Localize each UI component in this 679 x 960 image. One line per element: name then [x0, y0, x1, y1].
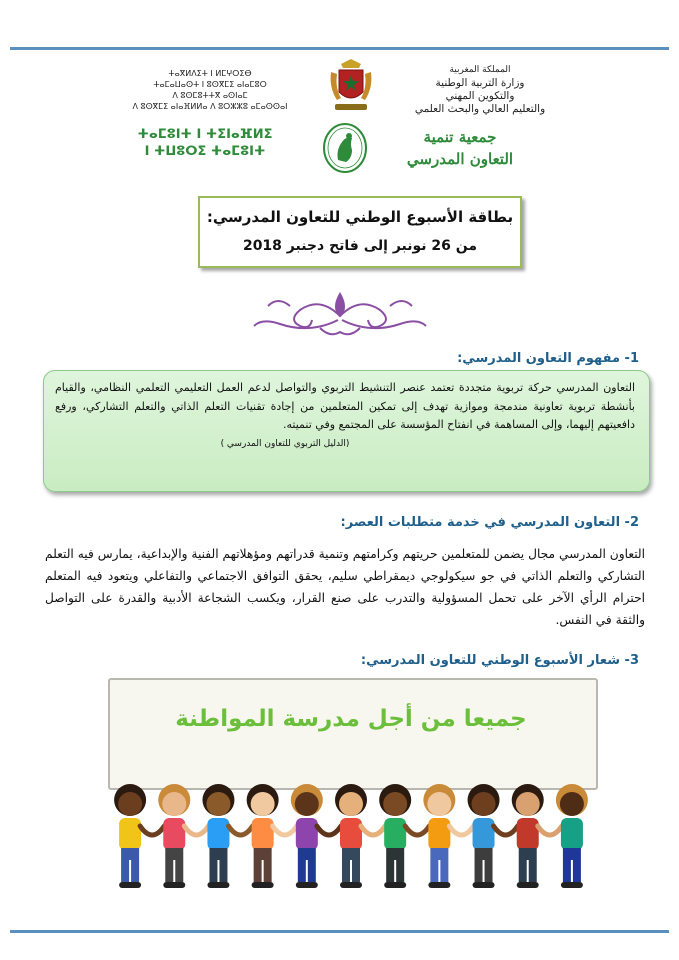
slogan-banner [108, 678, 594, 898]
children-holding-hands-illustration [108, 778, 594, 898]
tifinagh-line: ⵜⴰⵎⴰⵡⴰⵙⵜ ⵏ ⵓⵙⴳⵎⵉ ⴰⵏⴰⵎⵓⵔ [153, 80, 267, 89]
association-logo [322, 122, 368, 174]
definition-box [43, 370, 650, 492]
assoc-line: التعاون المدرسي [406, 150, 514, 168]
date-range: من 26 نونبر إلى فاتح دجنبر 2018 [242, 238, 478, 254]
child-figure [158, 784, 208, 888]
child-figure [291, 784, 341, 888]
bottom-rule [10, 930, 669, 933]
top-rule [10, 47, 669, 50]
section-1-heading: 1- مفهوم التعاون المدرسي: [457, 351, 639, 366]
tifinagh-line: ⵜⴰⴳⵍⴷⵉⵜ ⵏ ⵍⵎⵖⵔⵉⴱ [168, 69, 252, 78]
decorative-flourish [250, 286, 430, 340]
child-figure [379, 784, 429, 888]
ministry-line: والتعليم العالي والبحث العلمي [414, 103, 546, 115]
slogan-text: جميعا من أجل مدرسة المواطنة [175, 706, 527, 732]
definition-text: التعاون المدرسي حركة تربوية متجددة تعتمد عنصر التنشيط التربوي والتواصل لدعم العمل التعليمي التعلمي النظامي، والقيام بأنشطة تربوية تعاونية مندمجة وموازية تهدف إلى تمكين المتعلمين من إجادة تقنيات التعلم الذاتي والتعلم التشاركي، ورفع دافعيتهم إليهما، وإلى المساهمة في انفتاح المؤسسة على المجتمع وفي تنميته. [55, 381, 635, 431]
ministry-arabic [395, 64, 565, 116]
page-title: بطاقة الأسبوع الوطني للتعاون المدرسي: [206, 208, 514, 226]
section-3-heading: 3- شعار الأسبوع الوطني للتعاون المدرسي: [360, 653, 639, 668]
assoc-line: جمعية تنمية [423, 128, 497, 146]
child-figure [468, 784, 518, 888]
coat-of-arms-logo [327, 58, 375, 116]
child-figure [114, 784, 164, 888]
child-figure [247, 784, 297, 888]
ministry-line: المملكة المغربية [449, 65, 511, 75]
ministry-line: والتكوين المهني [445, 90, 515, 102]
child-figure [512, 784, 562, 888]
tifinagh-line: ⴷ ⵓⵙⴳⵎⵉ ⴰⵏⴰⴼⵍⵍⴰ ⴷ ⵓⵔⵣⵣⵓ ⴰⵎⴰⵙⵙⴰⵏ [132, 102, 288, 111]
banner-sheet [108, 678, 598, 790]
title-box [198, 196, 522, 268]
child-figure [556, 784, 588, 888]
section-2-heading: 2- التعاون المدرسي في خدمة متطلبات العصر: [340, 515, 639, 530]
child-figure [423, 784, 473, 888]
ministry-line: وزارة التربية الوطنية [435, 77, 525, 89]
association-arabic [375, 126, 545, 170]
assoc-tifinagh-line: ⵜⴰⵎⵓⵏⵜ ⵏ ⵜⵉⵏⴰⴼⵍⵉ [137, 127, 273, 142]
definition-source: (الدليل التربوي للتعاون المدرسي ) [220, 438, 350, 449]
association-tifinagh [95, 126, 315, 160]
definition-text-block [55, 379, 635, 453]
assoc-tifinagh-line: ⵏ ⵜⵡⵓⵔⵉ ⵜⴰⵎⵓⵏⵜ [144, 144, 266, 159]
section-2-text: التعاون المدرسي مجال يضمن للمتعلمين حريتهم وكرامتهم وتنمية قدراتهم ومؤهلاتهم الفنية والإبداعية، يمارس فيه التعلم التشاركي والتعلم الذاتي في جو سيكولوجي ديمقراطي سليم، يحقق التوافق الاجتماعي والتفاعلي ويتعود فيه المتعلم احترام الرأي الآخر على تحمل المسؤولية والتدرب على صنع القرار، ويكسب الشجاعة الأدبية والقدرة على التواصل والثقة في النفس. [45, 547, 645, 627]
tifinagh-line: ⴷ ⵓⵙⵎⵓⵜⵜⴳ ⴰⵙⵏⴰⵎ [172, 91, 248, 100]
child-figure [335, 784, 385, 888]
ministry-tifinagh [90, 68, 330, 112]
child-figure [202, 784, 252, 888]
